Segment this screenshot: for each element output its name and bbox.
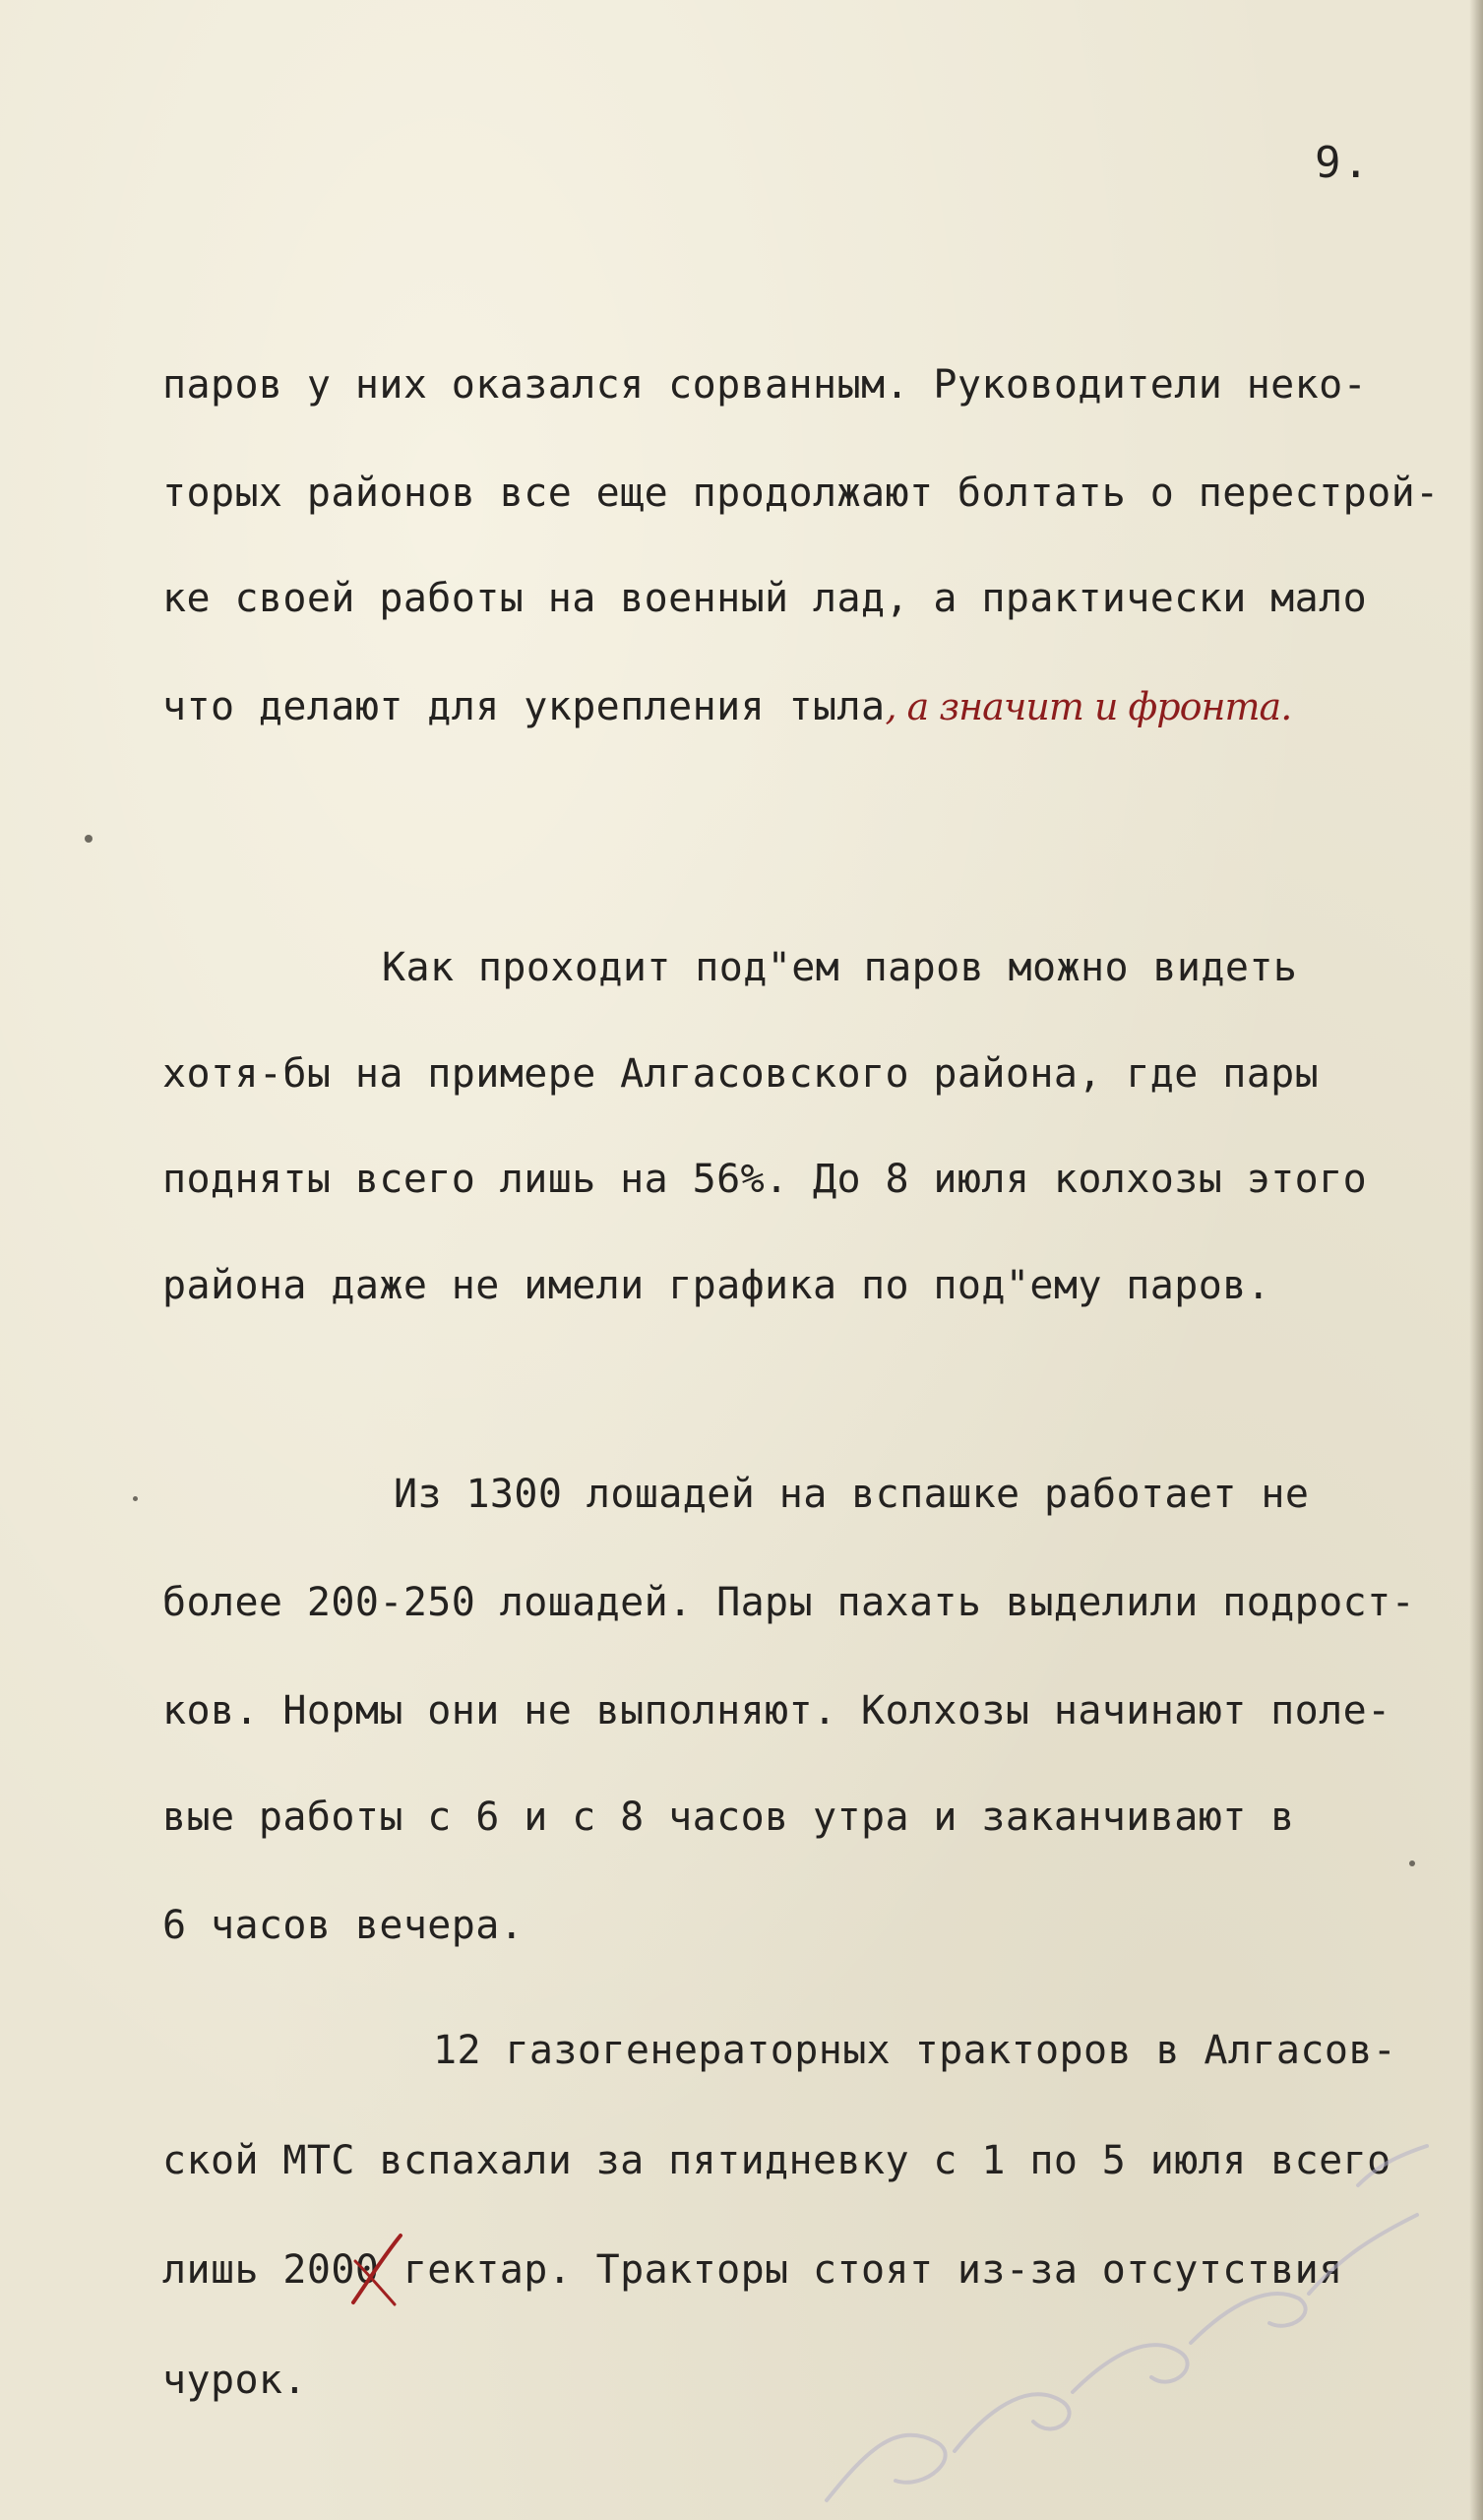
text-line: вые работы с 6 и с 8 часов утра и заканчивают в bbox=[162, 1795, 1295, 1840]
text-line: чурок. bbox=[162, 2358, 307, 2403]
red-strike-mark bbox=[347, 2232, 406, 2310]
typed-text: лишь 200 bbox=[162, 2247, 355, 2293]
typed-text: гектар. Тракторы стоят из-за отсутствия bbox=[379, 2247, 1343, 2293]
text-line: подняты всего лишь на 56%. До 8 июля колхозы этого bbox=[162, 1157, 1368, 1202]
struck-character: 0 bbox=[355, 2247, 379, 2293]
text-line bbox=[162, 684, 1291, 729]
text-line: торых районов все еще продолжают болтать о перестрой- bbox=[162, 471, 1440, 516]
text-line: 6 часов вечера. bbox=[162, 1903, 525, 1948]
handwritten-insertion: , а значит и фронта. bbox=[885, 685, 1292, 728]
page-number: 9. bbox=[1315, 138, 1371, 188]
text-line: 12 газогенераторных тракторов в Алгасов- bbox=[433, 2028, 1397, 2073]
text-line: района даже не имели графика по под"ему паров. bbox=[162, 1263, 1271, 1308]
paper-speck bbox=[85, 835, 93, 843]
text-line: более 200-250 лошадей. Пары пахать выделили подрост- bbox=[162, 1580, 1416, 1625]
text-line: ской МТС вспахали за пятидневку с 1 по 5 июля всего bbox=[162, 2138, 1391, 2183]
page-edge-shadow bbox=[1469, 0, 1483, 2520]
text-line: Из 1300 лошадей на вспашке работает не bbox=[394, 1472, 1310, 1517]
text-line: паров у них оказался сорванным. Руководители неко- bbox=[162, 362, 1368, 408]
text-line: хотя-бы на примере Алгасовского района, где пары bbox=[162, 1051, 1320, 1097]
paper-speck bbox=[1409, 1860, 1415, 1866]
archive-stamp bbox=[807, 2126, 1447, 2520]
text-line: Как проходит под"ем паров можно видеть bbox=[382, 945, 1298, 990]
text-line: ке своей работы на военный лад, а практически мало bbox=[162, 576, 1368, 621]
text-line: ков. Нормы они не выполняют. Колхозы начинают поле- bbox=[162, 1688, 1391, 1733]
paper-speck bbox=[133, 1496, 138, 1501]
typed-text: что делают для укрепления тыла bbox=[162, 684, 886, 729]
